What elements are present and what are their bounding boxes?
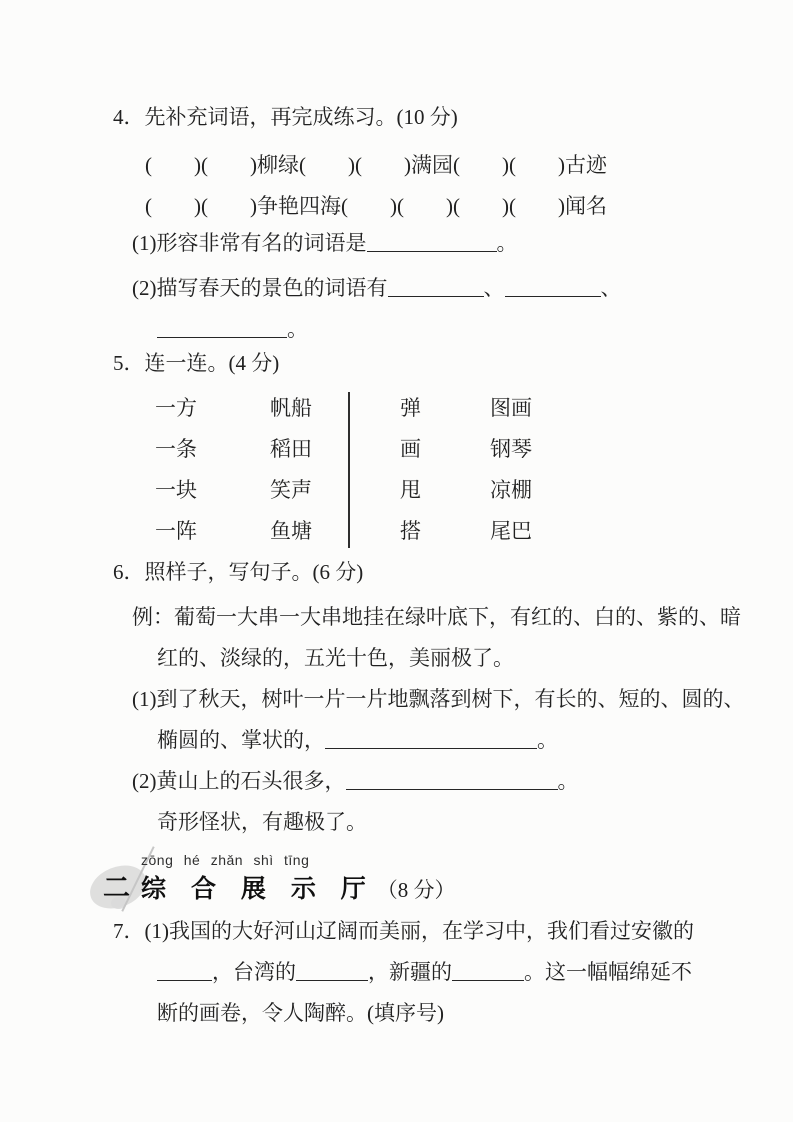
match-measure-word: 一条 [155, 437, 197, 461]
section-title: 综 合 展 示 厅 [141, 875, 375, 903]
match-object: 图画 [490, 396, 532, 420]
q7-text-line-1: (1)我国的大好河山辽阔而美丽，在学习中，我们看过安徽的 [144, 919, 694, 943]
matching-row [155, 511, 793, 552]
q7-text-xinjiang: ，新疆的 [368, 960, 452, 984]
q7-text-taiwan: ，台湾的 [212, 960, 296, 984]
fill-blank-word-manyuan: ( )( )满园 [299, 153, 453, 177]
match-noun: 帆船 [270, 396, 312, 420]
q6-subquestion-1-line-2 [157, 720, 793, 761]
match-measure-word: 一阵 [155, 519, 197, 543]
answer-blank [296, 961, 368, 981]
question-6-title: 照样子，写句子。 [144, 560, 313, 584]
matching-row [155, 429, 793, 470]
match-measure-word: 一方 [155, 396, 197, 420]
q4-sub2-separator-1: 、 [483, 276, 505, 300]
answer-blank [388, 277, 484, 297]
question-5-heading [113, 343, 793, 384]
q7-text-tail: 。这一幅幅绵延不 [524, 960, 692, 984]
matching-exercise [155, 388, 793, 552]
match-object: 尾巴 [490, 519, 532, 543]
answer-blank [452, 961, 524, 981]
question-6-heading [113, 552, 793, 593]
question-7-number: 7． [113, 919, 145, 943]
match-noun: 鱼塘 [270, 519, 312, 543]
q4-fill-row-1 [145, 145, 793, 186]
q6-subquestion-1-line-1 [132, 679, 793, 720]
question-6-points: (6 分) [312, 560, 364, 584]
q6-sub1-period: 。 [537, 728, 558, 752]
answer-blank [346, 770, 558, 790]
match-verb: 甩 [400, 478, 421, 502]
q4-sub2-separator-2: 、 [600, 276, 622, 300]
match-verb: 搭 [400, 519, 421, 543]
q6-sub1-text: (1)到了秋天，树叶一片一片地飘落到树下，有长的、短的、圆的、 [132, 687, 745, 711]
fill-blank-word-wenming: ( )( )闻名 [453, 194, 607, 218]
answer-blank [505, 277, 601, 297]
q7-text-line-3: 断的画卷，令人陶醉。(填序号) [157, 1001, 444, 1025]
q6-sub2-continuation: 奇形怪状，有趣极了。 [157, 810, 367, 834]
answer-blank [325, 729, 537, 749]
fill-blank-word-sihai: 四海( )( ) [299, 194, 453, 218]
q4-sub2-period: 。 [287, 317, 308, 341]
answer-blank [157, 961, 212, 981]
q6-subquestion-2-line-2 [157, 802, 793, 843]
q4-sub1-period: 。 [496, 231, 518, 255]
fill-blank-word-liulv: ( )( )柳绿 [145, 153, 299, 177]
match-verb: 弹 [400, 396, 421, 420]
answer-blank [157, 318, 287, 338]
question-5-points: (4 分) [228, 351, 280, 375]
section-pinyin: zōng hé zhǎn shì tīng [141, 852, 310, 868]
q4-subquestion-1 [132, 223, 793, 264]
q6-sub1-continuation: 椭圆的、掌状的， [157, 728, 325, 752]
matching-row [155, 388, 793, 429]
question-4-number: 4． [113, 105, 145, 129]
matching-row [155, 470, 793, 511]
question-4-heading [113, 97, 793, 138]
q6-example-line-2 [157, 638, 793, 679]
section-points: （8 分） [376, 878, 456, 902]
match-object: 钢琴 [490, 437, 532, 461]
question-5-number: 5． [113, 351, 145, 375]
section-number: 二 [103, 873, 130, 903]
q4-sub1-text: (1)形容非常有名的词语是 [132, 231, 367, 255]
fill-blank-word-zhengyan: ( )( )争艳 [145, 194, 299, 218]
question-7-line-2 [157, 952, 793, 993]
match-verb: 画 [400, 437, 421, 461]
section-title-row [103, 869, 793, 907]
q6-example-text-2: 红的、淡绿的，五光十色，美丽极了。 [157, 646, 514, 670]
q6-subquestion-2-line-1 [132, 761, 793, 802]
q4-sub2-text: (2)描写春天的景色的词语有 [132, 276, 388, 300]
q4-subquestion-2 [132, 268, 793, 309]
question-7-line-3 [157, 993, 793, 1034]
fill-blank-word-guji: ( )( )古迹 [453, 153, 607, 177]
q6-example-text-1: 例：葡萄一大串一大串地挂在绿叶底下，有红的、白的、紫的、暗 [132, 605, 741, 629]
question-4-title: 先补充词语，再完成练习。 [144, 105, 397, 129]
section-2-header [103, 851, 793, 907]
question-7-line-1 [113, 911, 793, 952]
question-5-title: 连一连。 [144, 351, 229, 375]
question-6-number: 6． [113, 560, 145, 584]
match-measure-word: 一块 [155, 478, 197, 502]
match-noun: 笑声 [270, 478, 312, 502]
question-4-points: (10 分) [396, 105, 458, 129]
q6-sub2-period: 。 [557, 769, 579, 793]
matching-divider-line [348, 392, 350, 548]
q4-fill-row-2 [145, 186, 793, 227]
match-noun: 稻田 [270, 437, 312, 461]
q6-example-line-1 [132, 597, 793, 638]
match-object: 凉棚 [490, 478, 532, 502]
answer-blank [367, 232, 497, 252]
q6-sub2-text: (2)黄山上的石头很多， [132, 769, 346, 793]
